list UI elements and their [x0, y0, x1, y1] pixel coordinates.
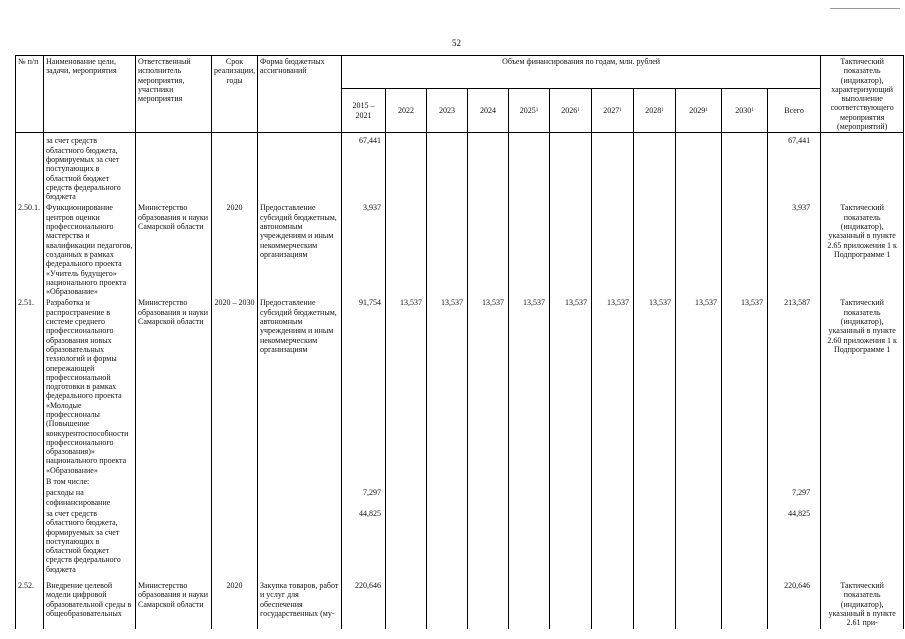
cell-value: 44,825: [342, 508, 386, 575]
header-year: 2028$^1$: [634, 88, 676, 133]
cell-responsible: [136, 133, 212, 203]
cell-total: 67,441: [768, 133, 821, 203]
cell-responsible: Министерство образования и науки Самарской области: [136, 202, 212, 297]
header-form: Форма бюджетных ассигнований: [258, 56, 342, 133]
header-year: 2024: [468, 88, 509, 133]
table-row: [16, 133, 904, 203]
header-year: 2023: [427, 88, 468, 133]
top-rule: [830, 8, 900, 9]
cell-form: [258, 508, 342, 575]
table-row: [16, 487, 904, 508]
cell-name: за счет средств областного бюджета, формируемых за счет поступающих в областной бюджет средств федерального бюджета: [44, 133, 136, 203]
cell-value: [592, 476, 634, 487]
cell-value: [468, 487, 509, 508]
cell-value: [386, 202, 427, 297]
cell-value: [722, 487, 768, 508]
cell-value: [722, 133, 768, 203]
cell-value: 13,537: [550, 297, 592, 476]
cell-num: [16, 476, 44, 487]
cell-value: [509, 508, 550, 575]
cell-value: [468, 133, 509, 203]
cell-value: [722, 575, 768, 628]
header-year: 2029$^1$: [676, 88, 722, 133]
cell-responsible: Министерство образования и науки Самарской области: [136, 575, 212, 628]
cell-indicator: Тактический показатель (индикатор), указанный в пункте 2.60 приложения 1 к Подпрограмме 1: [821, 297, 904, 476]
cell-total: 213,587: [768, 297, 821, 476]
cell-responsible: [136, 476, 212, 487]
header-year: 2022: [386, 88, 427, 133]
cell-responsible: Министерство образования и науки Самарской области: [136, 297, 212, 476]
cell-value: [550, 487, 592, 508]
table-row: [16, 575, 904, 628]
cell-value: [676, 476, 722, 487]
cell-value: [634, 133, 676, 203]
cell-responsible: [136, 487, 212, 508]
cell-value: [722, 476, 768, 487]
cell-value: 13,537: [592, 297, 634, 476]
cell-indicator: Тактический показатель (индикатор), указанный в пункте 2.61 при-: [821, 575, 904, 628]
table-row: [16, 508, 904, 575]
cell-name: В том числе:: [44, 476, 136, 487]
cell-indicator: [821, 508, 904, 575]
cell-indicator: [821, 487, 904, 508]
cell-indicator: [821, 133, 904, 203]
cell-name: за счет средств областного бюджета, формируемых за счет поступающих в областной бюджет средств федерального бюджета: [44, 508, 136, 575]
cell-value: [634, 476, 676, 487]
cell-value: [509, 202, 550, 297]
cell-value: [427, 487, 468, 508]
cell-value: [468, 476, 509, 487]
cell-period: 2020: [212, 575, 258, 628]
cell-total: 220,646: [768, 575, 821, 628]
cell-form: Закупка товаров, работ и услуг для обеспечения государственных (му-: [258, 575, 342, 628]
header-indicator: Тактический показатель (индикатор), характеризующий выполнение соответствующего мероприятия (мероприятий): [821, 56, 904, 133]
cell-value: 220,646: [342, 575, 386, 628]
cell-value: [722, 508, 768, 575]
cell-value: 13,537: [509, 297, 550, 476]
cell-value: [634, 487, 676, 508]
header-row-1: [16, 56, 904, 89]
header-year: 2025$^1$: [509, 88, 550, 133]
cell-value: 3,937: [342, 202, 386, 297]
cell-name: Функционирование центров оценки профессионального мастерства и квалификации педагогов, созданных в рамках федерального проекта «Учитель будущего» национального проекта «Образование»: [44, 202, 136, 297]
cell-value: [592, 487, 634, 508]
cell-value: [427, 133, 468, 203]
header-year: 2030$^1$: [722, 88, 768, 133]
header-year: 2026$^1$: [550, 88, 592, 133]
cell-name: Внедрение целевой модели цифровой образовательной среды в общеобразовательных: [44, 575, 136, 628]
cell-value: [468, 202, 509, 297]
cell-form: [258, 476, 342, 487]
cell-value: [550, 133, 592, 203]
cell-value: [509, 487, 550, 508]
cell-form: Предоставление субсидий бюджетным, автономным учреждениям и иным некоммерческим организациям: [258, 297, 342, 476]
cell-num: [16, 508, 44, 575]
cell-value: 7,297: [342, 487, 386, 508]
header-responsible: Ответственный исполнитель мероприятия, участники мероприятия: [136, 56, 212, 133]
cell-value: [592, 133, 634, 203]
cell-value: 13,537: [386, 297, 427, 476]
cell-value: [634, 202, 676, 297]
cell-total: 44,825: [768, 508, 821, 575]
header-year: 2015 – 2021: [342, 88, 386, 133]
table-row: [16, 202, 904, 297]
cell-indicator: Тактический показатель (индикатор), указанный в пункте 2.65 приложения 1 к Подпрограмме 1: [821, 202, 904, 297]
cell-num: 2.51.: [16, 297, 44, 476]
financing-table: [15, 55, 904, 629]
cell-value: [468, 508, 509, 575]
cell-value: [386, 476, 427, 487]
cell-value: [468, 575, 509, 628]
cell-period: [212, 487, 258, 508]
cell-period: [212, 508, 258, 575]
cell-value: [509, 575, 550, 628]
cell-num: [16, 133, 44, 203]
table-row: [16, 297, 904, 476]
cell-value: [386, 508, 427, 575]
cell-value: [386, 487, 427, 508]
header-funding: Объем финансирования по годам, млн. рублей: [342, 56, 821, 89]
cell-value: [550, 476, 592, 487]
cell-value: [427, 508, 468, 575]
header-period: Срок реализации, годы: [212, 56, 258, 133]
cell-value: [509, 133, 550, 203]
cell-value: [342, 476, 386, 487]
cell-value: [386, 575, 427, 628]
table-row: [16, 476, 904, 487]
cell-form: [258, 133, 342, 203]
header-name: Наименование цели, задачи, мероприятия: [44, 56, 136, 133]
cell-value: [427, 575, 468, 628]
cell-value: [676, 575, 722, 628]
cell-name: расходы на софинансирование: [44, 487, 136, 508]
cell-value: [676, 508, 722, 575]
cell-num: 2.50.1.: [16, 202, 44, 297]
header-total: Всего: [768, 88, 821, 133]
cell-value: [427, 476, 468, 487]
cell-period: 2020 – 2030: [212, 297, 258, 476]
cell-form: Предоставление субсидий бюджетным, автономным учреждениям и иным некоммерческим организациям: [258, 202, 342, 297]
cell-value: [550, 508, 592, 575]
cell-value: [427, 202, 468, 297]
cell-value: [634, 508, 676, 575]
header-num: № п/п: [16, 56, 44, 133]
cell-form: [258, 487, 342, 508]
page-number: 52: [452, 38, 461, 48]
cell-value: [676, 487, 722, 508]
cell-value: [676, 202, 722, 297]
header-year: 2027$^1$: [592, 88, 634, 133]
cell-num: 2.52.: [16, 575, 44, 628]
cell-indicator: [821, 476, 904, 487]
cell-value: 13,537: [468, 297, 509, 476]
cell-num: [16, 487, 44, 508]
cell-value: [550, 575, 592, 628]
cell-total: [768, 476, 821, 487]
cell-value: [592, 575, 634, 628]
cell-value: [676, 133, 722, 203]
cell-value: 13,537: [722, 297, 768, 476]
cell-value: 13,537: [634, 297, 676, 476]
cell-value: [386, 133, 427, 203]
cell-value: 67,441: [342, 133, 386, 203]
cell-name: Разработка и распространение в системе среднего профессионального образования новых образовательных технологий и формы опережающей профессиональной подготовки в рамках федерального проекта «Молодые профессионалы (Повышение конкурентоспособности профессионального образования)» национального проекта «Образование»: [44, 297, 136, 476]
cell-period: 2020: [212, 202, 258, 297]
cell-total: 3,937: [768, 202, 821, 297]
cell-value: 13,537: [676, 297, 722, 476]
cell-responsible: [136, 508, 212, 575]
cell-period: [212, 476, 258, 487]
cell-period: [212, 133, 258, 203]
cell-value: [592, 202, 634, 297]
cell-total: 7,297: [768, 487, 821, 508]
cell-value: [722, 202, 768, 297]
cell-value: [509, 476, 550, 487]
cell-value: [592, 508, 634, 575]
cell-value: [634, 575, 676, 628]
cell-value: 13,537: [427, 297, 468, 476]
cell-value: 91,754: [342, 297, 386, 476]
cell-value: [550, 202, 592, 297]
